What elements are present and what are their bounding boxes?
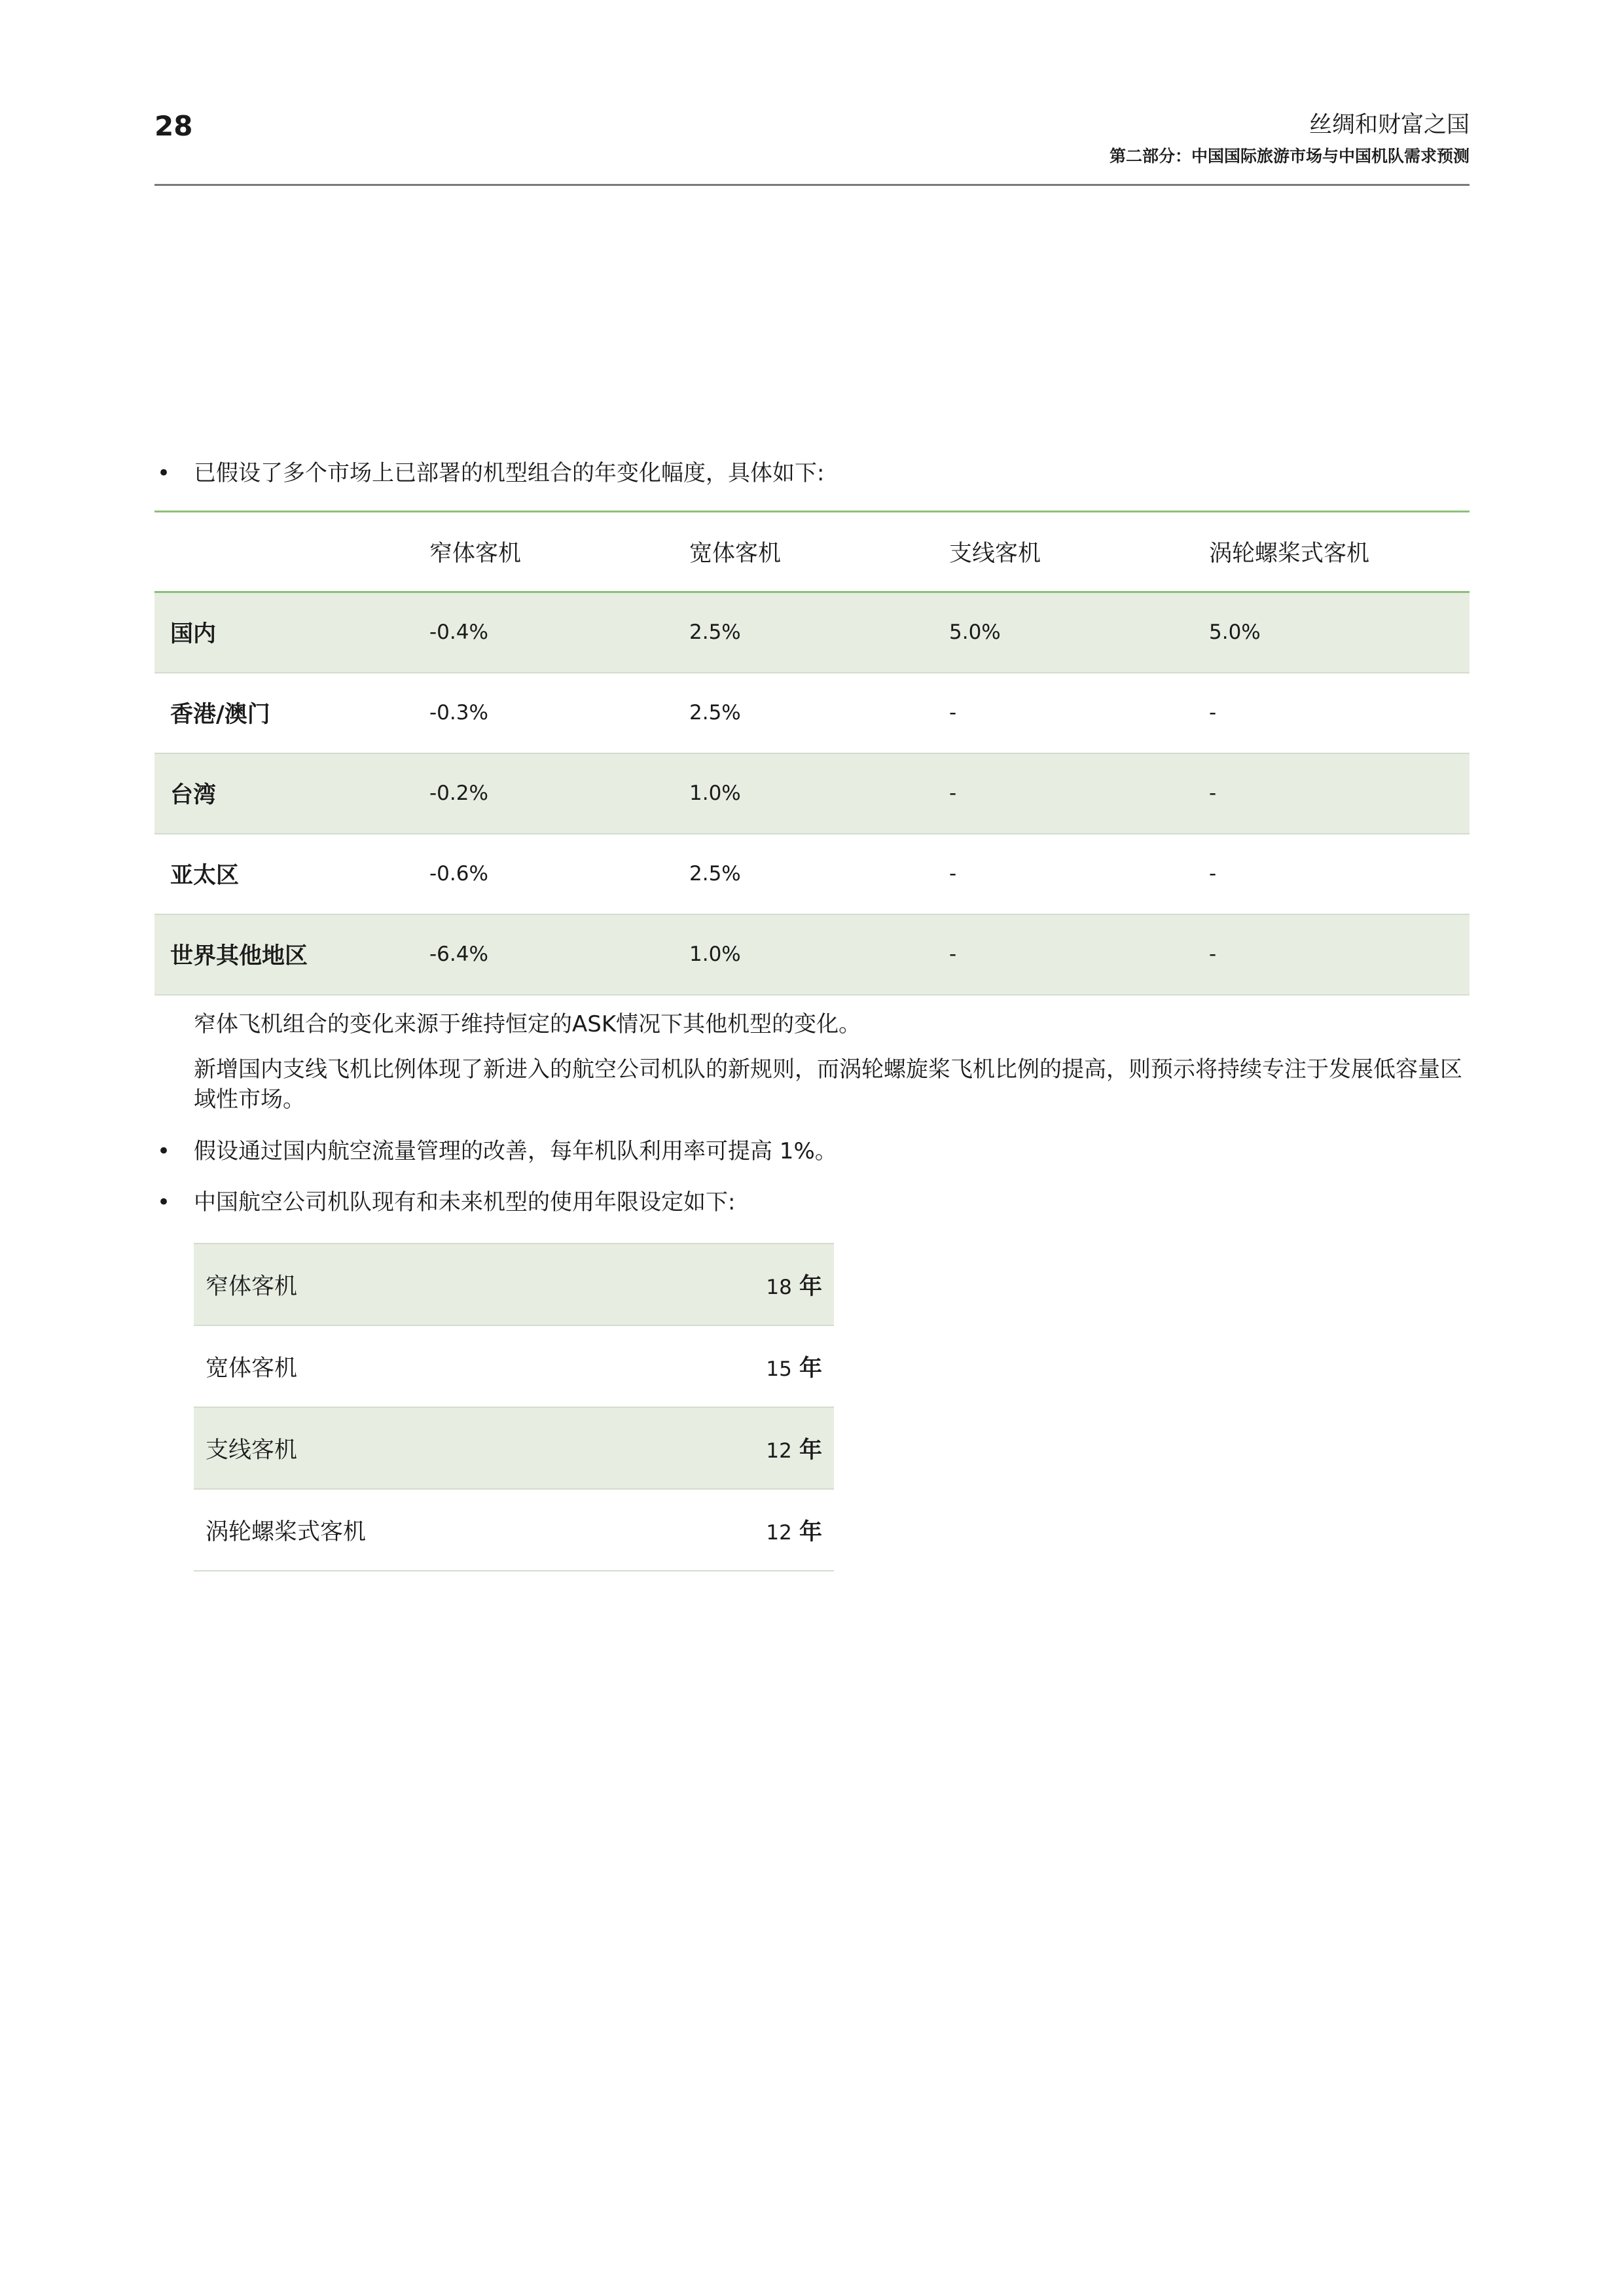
bullet-marker: • xyxy=(157,460,171,486)
intro-bullet xyxy=(154,458,1470,490)
table-cell: -6.4% xyxy=(429,914,689,995)
bullet-item xyxy=(154,1136,1470,1168)
table-cell: -0.4% xyxy=(429,592,689,673)
bullet-marker: • xyxy=(157,1138,171,1165)
note-paragraph: 窄体飞机组合的变化来源于维持恒定的ASK情况下其他机型的变化。 xyxy=(194,1011,861,1037)
row-header: 台湾 xyxy=(154,753,429,834)
table-cell: - xyxy=(949,834,1209,914)
table-cell: 5.0% xyxy=(949,592,1209,673)
table-row xyxy=(154,914,1470,995)
aircraft-type: 宽体客机 xyxy=(194,1325,514,1407)
service-life-cell xyxy=(514,1407,834,1489)
bullet-text: 中国航空公司机队现有和未来机型的使用年限设定如下: xyxy=(194,1189,736,1215)
aircraft-type: 窄体客机 xyxy=(194,1244,514,1325)
table-row xyxy=(194,1244,834,1325)
row-header: 亚太区 xyxy=(154,834,429,914)
bullet-text: 假设通过国内航空流量管理的改善，每年机队利用率可提高 1%。 xyxy=(194,1138,837,1165)
table-cell: 1.0% xyxy=(689,914,949,995)
header-divider xyxy=(154,184,1470,186)
table-cell: -0.2% xyxy=(429,753,689,834)
row-header: 国内 xyxy=(154,592,429,673)
table-cell: - xyxy=(949,914,1209,995)
aircraft-service-life-table xyxy=(194,1243,834,1571)
column-header: 宽体客机 xyxy=(689,511,949,592)
table-cell: 2.5% xyxy=(689,834,949,914)
year-unit: 年 xyxy=(799,1437,822,1463)
service-life-cell xyxy=(514,1244,834,1325)
service-life-years: 18 xyxy=(766,1275,792,1299)
fleet-mix-growth-table xyxy=(154,511,1470,996)
table-cell: 2.5% xyxy=(689,673,949,753)
service-life-cell xyxy=(514,1325,834,1407)
bullet-marker: • xyxy=(157,1189,171,1215)
table-row xyxy=(194,1325,834,1407)
aircraft-type: 涡轮螺桨式客机 xyxy=(194,1489,514,1571)
table-cell: - xyxy=(949,673,1209,753)
table-row xyxy=(194,1489,834,1571)
column-header: 涡轮螺桨式客机 xyxy=(1209,511,1470,592)
table-row xyxy=(154,592,1470,673)
table-cell: - xyxy=(1209,673,1470,753)
main-content xyxy=(154,458,1470,1571)
year-unit: 年 xyxy=(799,1518,822,1545)
table-row xyxy=(154,673,1470,753)
table-row xyxy=(194,1407,834,1489)
table-header-row xyxy=(154,511,1470,592)
row-header: 世界其他地区 xyxy=(154,914,429,995)
service-life-years: 12 xyxy=(766,1520,792,1545)
aircraft-type: 支线客机 xyxy=(194,1407,514,1489)
year-unit: 年 xyxy=(799,1273,822,1300)
year-unit: 年 xyxy=(799,1355,822,1382)
table-cell: - xyxy=(1209,834,1470,914)
table-cell: -0.6% xyxy=(429,834,689,914)
table-row xyxy=(154,753,1470,834)
column-header: 支线客机 xyxy=(949,511,1209,592)
table-cell: 5.0% xyxy=(1209,592,1470,673)
note-paragraph: 新增国内支线飞机比例体现了新进入的航空公司机队的新规则，而涡轮螺旋桨飞机比例的提高，则预示将持续专注于发展低容量区域性市场。 xyxy=(194,1056,1462,1113)
table-cell: - xyxy=(1209,753,1470,834)
assumption-bullets xyxy=(154,1136,1470,1218)
column-header: 窄体客机 xyxy=(429,511,689,592)
service-life-years: 15 xyxy=(766,1357,792,1381)
document-title: 丝绸和财富之国 xyxy=(1308,112,1470,138)
corner-header xyxy=(154,511,429,592)
page-number: 28 xyxy=(154,110,193,142)
table-cell: 1.0% xyxy=(689,753,949,834)
service-life-years: 12 xyxy=(766,1439,792,1463)
bullet-item xyxy=(154,1187,1470,1219)
table-cell: -0.3% xyxy=(429,673,689,753)
table-cell: 2.5% xyxy=(689,592,949,673)
table-cell: - xyxy=(949,753,1209,834)
row-header: 香港/澳门 xyxy=(154,673,429,753)
running-header xyxy=(1110,111,1470,166)
intro-bullet-text: 已假设了多个市场上已部署的机型组合的年变化幅度，具体如下: xyxy=(194,460,825,486)
service-life-cell xyxy=(514,1489,834,1571)
table-cell: - xyxy=(1209,914,1470,995)
section-subtitle: 第二部分：中国国际旅游市场与中国机队需求预测 xyxy=(1109,147,1470,166)
table-row xyxy=(154,834,1470,914)
